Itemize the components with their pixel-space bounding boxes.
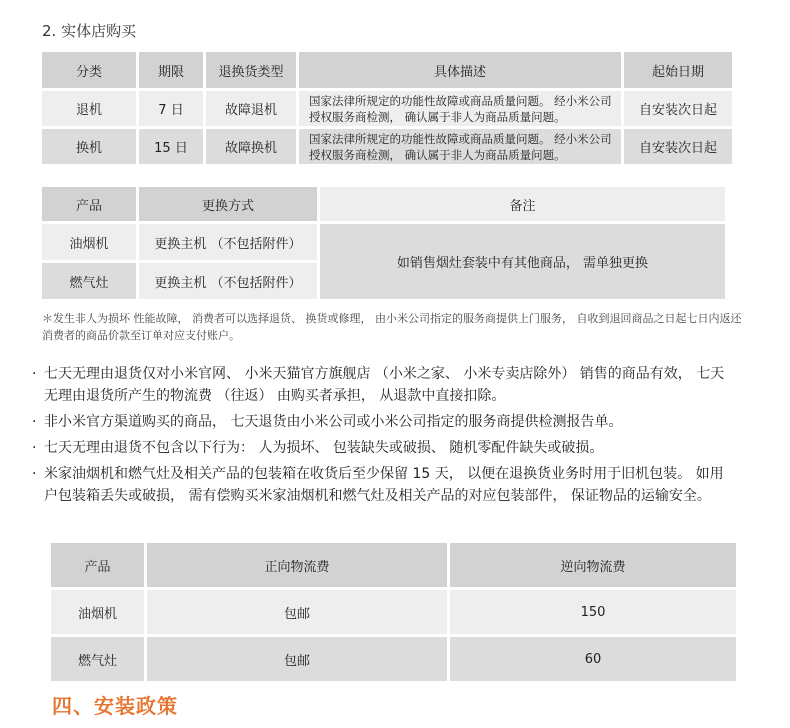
table-header-row: [42, 187, 725, 221]
period-cell: 15 日: [139, 129, 203, 164]
bullet-marker: ·: [32, 440, 37, 456]
list-item-text: 七天无理由退货不包含以下行为： 人为损坏、 包装缺失或破损、 随机零配件缺失或破损。: [44, 440, 604, 456]
table-row: [42, 129, 732, 164]
period-cell: 7 日: [139, 91, 203, 126]
description-cell: 国家法律所规定的功能性故障或商品质量问题。 经小米公司授权服务商检测， 确认属于非人为商品质量问题。: [299, 129, 621, 164]
product-cell: 燃气灶: [51, 637, 144, 681]
list-item-text: 非小米官方渠道购买的商品， 七天退货由小米公司或小米公司指定的服务商提供检测报告单。: [44, 414, 623, 430]
header-cell: 逆向物流费: [450, 543, 736, 587]
header-cell: 分类: [42, 52, 136, 88]
footnote: ＊发生非人为损坏 性能故障， 消费者可以选择退货、 换货或修理， 由小米公司指定的服务商提供上门服务， 自收到退回商品之日起七日内返还消费者的商品价款至订单对应支付账户。: [42, 312, 742, 342]
reverse-fee-cell: 60: [450, 637, 736, 681]
method-cell: 更换主机 （不包括附件）: [139, 263, 317, 299]
category-cell: 退机: [42, 91, 136, 126]
start-date-cell: 自安装次日起: [624, 91, 732, 126]
bullet-list: [32, 363, 732, 511]
list-item: [32, 437, 732, 459]
list-item: [32, 363, 732, 407]
header-cell: 退换货类型: [206, 52, 296, 88]
header-cell: 产品: [42, 187, 136, 221]
list-item-text: 七天无理由退货仅对小米官网、 小米天猫官方旗舰店 （小米之家、 小米专卖店除外） 销售的商品有效， 七天无理由退货所产生的物流费 （往返） 由购买者承担， 从退款中直接扣除。: [44, 366, 725, 404]
table-row: [42, 91, 732, 126]
bullet-marker: ·: [32, 366, 37, 382]
header-cell: 起始日期: [624, 52, 732, 88]
header-cell: 期限: [139, 52, 203, 88]
type-cell: 故障退机: [206, 91, 296, 126]
note-cell: 如销售烟灶套装中有其他商品， 需单独更换: [320, 224, 725, 299]
start-date-cell: 自安装次日起: [624, 129, 732, 164]
description-cell: 国家法律所规定的功能性故障或商品质量问题。 经小米公司授权服务商检测， 确认属于非人为商品质量问题。: [299, 91, 621, 126]
return-policy-table: [39, 49, 735, 167]
bullet-marker: ·: [32, 414, 37, 430]
forward-fee-cell: 包邮: [147, 637, 447, 681]
table-row: [51, 637, 736, 681]
section-title: 2. 实体店购买: [42, 22, 137, 40]
header-cell: 更换方式: [139, 187, 317, 221]
header-cell: 备注: [320, 187, 725, 221]
header-cell: 具体描述: [299, 52, 621, 88]
product-cell: 油烟机: [42, 224, 136, 260]
product-cell: 油烟机: [51, 590, 144, 634]
reverse-fee-cell: 150: [450, 590, 736, 634]
logistics-fee-table: [48, 540, 739, 684]
table-row: [51, 590, 736, 634]
install-policy-heading: 四、安装政策: [52, 694, 178, 718]
exchange-method-table: [39, 184, 728, 302]
type-cell: 故障换机: [206, 129, 296, 164]
list-item-text: 米家油烟机和燃气灶及相关产品的包装箱在收货后至少保留 15 天， 以便在退换货业务时用于旧机包装。 如用户包装箱丢失或破损， 需有偿购买米家油烟机和燃气灶及相关产品的对应包装部件， 保证物品的运输安全。: [44, 466, 724, 504]
method-cell: 更换主机 （不包括附件）: [139, 224, 317, 260]
table-header-row: [42, 52, 732, 88]
forward-fee-cell: 包邮: [147, 590, 447, 634]
table-row: [42, 224, 725, 260]
list-item: [32, 463, 732, 507]
bullet-marker: ·: [32, 466, 37, 482]
list-item: [32, 411, 732, 433]
product-cell: 燃气灶: [42, 263, 136, 299]
table-header-row: [51, 543, 736, 587]
header-cell: 正向物流费: [147, 543, 447, 587]
header-cell: 产品: [51, 543, 144, 587]
category-cell: 换机: [42, 129, 136, 164]
